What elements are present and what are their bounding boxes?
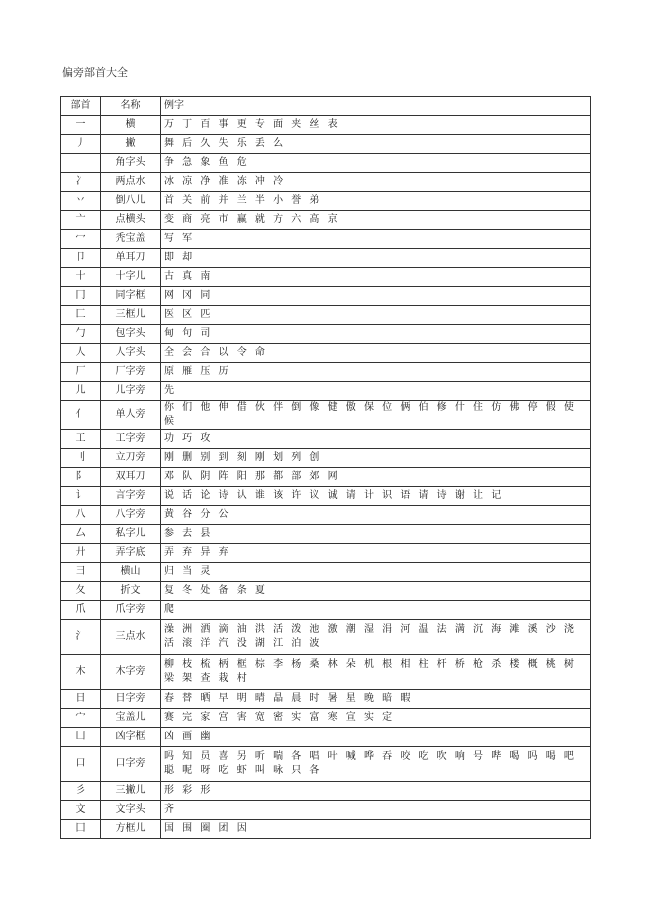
name-cell: 三点水 bbox=[101, 620, 161, 655]
name-cell: 厂字旁 bbox=[101, 363, 161, 382]
table-row bbox=[61, 690, 591, 709]
radical-cell: 口 bbox=[61, 747, 101, 782]
table-row bbox=[61, 487, 591, 506]
table-row bbox=[61, 449, 591, 468]
radical-cell: 日 bbox=[61, 690, 101, 709]
table-row bbox=[61, 620, 591, 655]
radical-cell: 木 bbox=[61, 655, 101, 690]
radical-cell: 丷 bbox=[61, 192, 101, 211]
table-row bbox=[61, 135, 591, 154]
table-row bbox=[61, 468, 591, 487]
name-cell: 单耳刀 bbox=[101, 249, 161, 268]
examples-cell: 复 冬 处 备 条 夏 bbox=[161, 582, 591, 601]
examples-cell: 齐 bbox=[161, 801, 591, 820]
table-row bbox=[61, 525, 591, 544]
table-row bbox=[61, 192, 591, 211]
table-row bbox=[61, 801, 591, 820]
name-cell: 工字旁 bbox=[101, 430, 161, 449]
name-cell: 弄字底 bbox=[101, 544, 161, 563]
table-row bbox=[61, 268, 591, 287]
name-cell: 文字头 bbox=[101, 801, 161, 820]
name-cell: 宝盖儿 bbox=[101, 709, 161, 728]
document-title: 偏旁部首大全 bbox=[62, 66, 128, 79]
examples-cell: 变 商 亮 市 赢 就 方 六 高 京 bbox=[161, 211, 591, 230]
table-row bbox=[61, 582, 591, 601]
examples-cell: 冰 凉 净 准 冻 冲 冷 bbox=[161, 173, 591, 192]
radical-cell: 廾 bbox=[61, 544, 101, 563]
table-header bbox=[61, 97, 591, 116]
examples-cell: 澡 洲 洒 滴 油 洪 活 泼 池 激 潮 湿 涓 河 温 法 满 沉 海 滩 溪 沙 浇 活 滚 洋 汽 没 湖 江 泊 波 bbox=[161, 620, 591, 655]
table-row bbox=[61, 601, 591, 620]
radical-cell bbox=[61, 154, 101, 173]
name-cell: 点横头 bbox=[101, 211, 161, 230]
table-row bbox=[61, 287, 591, 306]
radical-cell: 厂 bbox=[61, 363, 101, 382]
table-row bbox=[61, 211, 591, 230]
header-name: 名称 bbox=[101, 97, 161, 116]
radical-cell: 亠 bbox=[61, 211, 101, 230]
name-cell: 儿字旁 bbox=[101, 382, 161, 401]
name-cell: 方框儿 bbox=[101, 820, 161, 839]
header-radical: 部首 bbox=[61, 97, 101, 116]
examples-cell: 吗 知 员 喜 另 听 喘 各 唱 叶 喊 哗 吞 咬 吃 吹 响 号 哔 喝 吗 喝 吧 聪 呢 呀 吃 虾 叫 咏 只 各 bbox=[161, 747, 591, 782]
table-row bbox=[61, 344, 591, 363]
radical-cell: 工 bbox=[61, 430, 101, 449]
examples-cell: 先 bbox=[161, 382, 591, 401]
radical-cell: 冖 bbox=[61, 230, 101, 249]
table-row bbox=[61, 655, 591, 690]
radical-cell: 夂 bbox=[61, 582, 101, 601]
name-cell: 爪字旁 bbox=[101, 601, 161, 620]
examples-cell: 医 区 匹 bbox=[161, 306, 591, 325]
examples-cell: 万 丁 百 事 更 专 面 夹 丝 表 bbox=[161, 116, 591, 135]
radical-cell: 彐 bbox=[61, 563, 101, 582]
radical-cell: 八 bbox=[61, 506, 101, 525]
name-cell: 私字儿 bbox=[101, 525, 161, 544]
table-row bbox=[61, 154, 591, 173]
table-row bbox=[61, 401, 591, 430]
name-cell: 三框儿 bbox=[101, 306, 161, 325]
radical-cell: 爪 bbox=[61, 601, 101, 620]
name-cell: 凶字框 bbox=[101, 728, 161, 747]
examples-cell: 写 军 bbox=[161, 230, 591, 249]
radical-cell: 儿 bbox=[61, 382, 101, 401]
name-cell: 倒八儿 bbox=[101, 192, 161, 211]
examples-cell: 赛 完 家 宫 害 宽 密 实 富 寒 宣 实 定 bbox=[161, 709, 591, 728]
radical-cell: 阝 bbox=[61, 468, 101, 487]
examples-cell: 形 彩 形 bbox=[161, 782, 591, 801]
table-row bbox=[61, 563, 591, 582]
radical-cell: 丿 bbox=[61, 135, 101, 154]
name-cell: 八字旁 bbox=[101, 506, 161, 525]
examples-cell: 即 却 bbox=[161, 249, 591, 268]
name-cell: 十字儿 bbox=[101, 268, 161, 287]
examples-cell: 功 巧 攻 bbox=[161, 430, 591, 449]
name-cell: 双耳刀 bbox=[101, 468, 161, 487]
examples-cell: 全 会 合 以 令 命 bbox=[161, 344, 591, 363]
radical-cell: 氵 bbox=[61, 620, 101, 655]
table-row bbox=[61, 382, 591, 401]
examples-cell: 邓 队 阴 阵 阳 那 都 部 郊 网 bbox=[161, 468, 591, 487]
examples-cell: 原 雁 压 历 bbox=[161, 363, 591, 382]
radical-cell: 厶 bbox=[61, 525, 101, 544]
radical-cell: 刂 bbox=[61, 449, 101, 468]
examples-cell: 争 急 象 鱼 危 bbox=[161, 154, 591, 173]
examples-cell: 凶 画 幽 bbox=[161, 728, 591, 747]
name-cell: 三撇儿 bbox=[101, 782, 161, 801]
header-row bbox=[61, 97, 591, 116]
examples-cell: 爬 bbox=[161, 601, 591, 620]
radical-cell: 冫 bbox=[61, 173, 101, 192]
table-body bbox=[61, 116, 591, 839]
radical-cell: 人 bbox=[61, 344, 101, 363]
radicals-table bbox=[60, 96, 591, 839]
examples-cell: 甸 句 司 bbox=[161, 325, 591, 344]
radical-cell: 囗 bbox=[61, 820, 101, 839]
table-row bbox=[61, 506, 591, 525]
radical-cell: 勹 bbox=[61, 325, 101, 344]
examples-cell: 参 去 县 bbox=[161, 525, 591, 544]
examples-cell: 国 围 圈 团 因 bbox=[161, 820, 591, 839]
name-cell: 言字旁 bbox=[101, 487, 161, 506]
examples-cell: 归 当 灵 bbox=[161, 563, 591, 582]
radical-cell: 宀 bbox=[61, 709, 101, 728]
table-row bbox=[61, 249, 591, 268]
table-row bbox=[61, 544, 591, 563]
name-cell: 立刀旁 bbox=[101, 449, 161, 468]
table-row bbox=[61, 820, 591, 839]
examples-cell: 你 们 他 伸 借 伙 伴 倒 像 健 傲 保 位 俩 伯 修 什 住 仿 佛 停 假 使 候 bbox=[161, 401, 591, 430]
name-cell: 横山 bbox=[101, 563, 161, 582]
name-cell: 同字框 bbox=[101, 287, 161, 306]
name-cell: 单人旁 bbox=[101, 401, 161, 430]
name-cell: 角字头 bbox=[101, 154, 161, 173]
table-row bbox=[61, 430, 591, 449]
examples-cell: 古 真 南 bbox=[161, 268, 591, 287]
table-row bbox=[61, 116, 591, 135]
name-cell: 两点水 bbox=[101, 173, 161, 192]
table-row bbox=[61, 173, 591, 192]
radical-cell: 凵 bbox=[61, 728, 101, 747]
table-row bbox=[61, 782, 591, 801]
radical-cell: 匚 bbox=[61, 306, 101, 325]
table-row bbox=[61, 306, 591, 325]
name-cell: 木字旁 bbox=[101, 655, 161, 690]
name-cell: 人字头 bbox=[101, 344, 161, 363]
table-row bbox=[61, 747, 591, 782]
name-cell: 日字旁 bbox=[101, 690, 161, 709]
table-row bbox=[61, 728, 591, 747]
table-row bbox=[61, 363, 591, 382]
name-cell: 包字头 bbox=[101, 325, 161, 344]
radical-cell: 一 bbox=[61, 116, 101, 135]
radical-cell: 卩 bbox=[61, 249, 101, 268]
table-row bbox=[61, 325, 591, 344]
name-cell: 撇 bbox=[101, 135, 161, 154]
examples-cell: 黄 谷 分 公 bbox=[161, 506, 591, 525]
radical-cell: 讠 bbox=[61, 487, 101, 506]
examples-cell: 春 替 晒 早 明 晴 晶 晨 时 暑 星 晚 暗 暇 bbox=[161, 690, 591, 709]
name-cell: 口字旁 bbox=[101, 747, 161, 782]
examples-cell: 弄 弃 异 弃 bbox=[161, 544, 591, 563]
header-examples: 例字 bbox=[161, 97, 591, 116]
radical-cell: 彡 bbox=[61, 782, 101, 801]
table-row bbox=[61, 709, 591, 728]
radical-cell: 十 bbox=[61, 268, 101, 287]
examples-cell: 说 话 论 诗 认 谁 该 许 议 诚 请 计 识 语 请 诗 谢 让 记 bbox=[161, 487, 591, 506]
name-cell: 秃宝盖 bbox=[101, 230, 161, 249]
table-row bbox=[61, 230, 591, 249]
examples-cell: 舞 后 久 失 乐 丢 么 bbox=[161, 135, 591, 154]
radical-cell: 亻 bbox=[61, 401, 101, 430]
examples-cell: 柳 枝 梳 柄 框 棕 李 杨 桑 林 朵 机 根 相 柱 杆 桥 枪 杀 楼 概 桃 树 梁 架 查 栽 村 bbox=[161, 655, 591, 690]
name-cell: 横 bbox=[101, 116, 161, 135]
name-cell: 折文 bbox=[101, 582, 161, 601]
examples-cell: 刚 删 别 到 刻 刚 划 列 创 bbox=[161, 449, 591, 468]
examples-cell: 网 冈 同 bbox=[161, 287, 591, 306]
examples-cell: 首 关 前 并 兰 半 小 誉 弟 bbox=[161, 192, 591, 211]
radical-cell: 冂 bbox=[61, 287, 101, 306]
radical-cell: 文 bbox=[61, 801, 101, 820]
